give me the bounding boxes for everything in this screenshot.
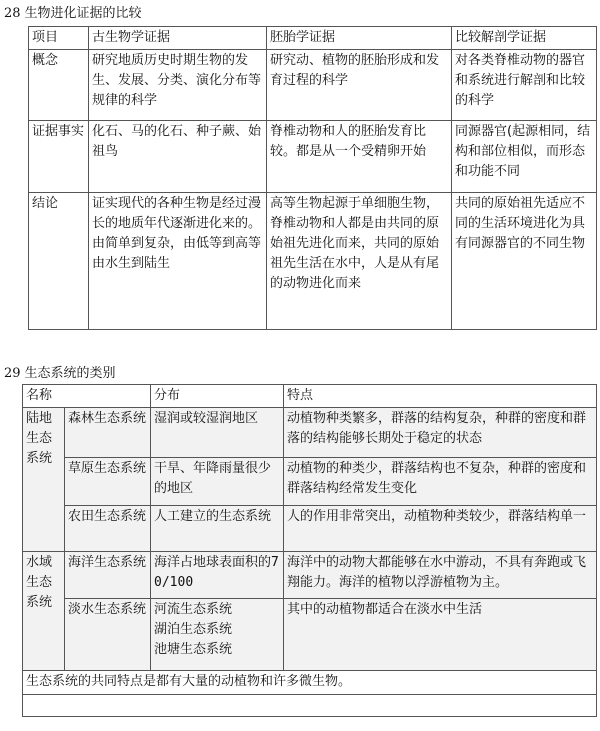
distribution-text: 海洋占地球表面积的 <box>154 555 272 570</box>
header-cell: 项目 <box>29 27 89 50</box>
table-row <box>23 552 597 599</box>
section-number: 28 <box>4 6 21 21</box>
section-28-heading <box>4 6 142 22</box>
ecosystem-distribution: 人工建立的生态系统 <box>151 506 284 552</box>
ecosystem-feature: 其中的动植物都适合在淡水中生活 <box>284 599 597 671</box>
table-row <box>29 193 597 330</box>
header-cell: 分布 <box>151 385 284 408</box>
header-cell: 胚胎学证据 <box>267 27 452 50</box>
ecosystem-name: 森林生态系统 <box>65 408 151 458</box>
table-cell: 研究地质历史时期生物的发生、发展、分类、演化分布等规律的科学 <box>89 50 267 121</box>
table-cell: 化石、马的化石、种子蕨、始祖鸟 <box>89 121 267 193</box>
ecosystem-distribution <box>151 599 284 671</box>
table-row <box>23 599 597 671</box>
ecosystem-feature: 动植物种类繁多，群落的结构复杂，种群的密度和群落的结构能够长期处于稳定的状态 <box>284 408 597 458</box>
evolution-evidence-table <box>28 26 597 330</box>
table-cell: 证实现代的各种生物是经过漫长的地质年代逐渐进化来的。由简单到复杂，由低等到高等由水生到陆生 <box>89 193 267 330</box>
table-cell: 脊椎动物和人的胚胎发育比较。都是从一个受精卵开始 <box>267 121 452 193</box>
ecosystem-name: 海洋生态系统 <box>65 552 151 599</box>
distribution-value: 70/100 <box>154 555 279 590</box>
section-title: 生物进化证据的比较 <box>24 6 142 21</box>
ecosystem-name: 草原生态系统 <box>65 458 151 506</box>
row-label: 结论 <box>29 193 89 330</box>
ecosystem-types-table <box>22 384 597 717</box>
table-row <box>29 121 597 193</box>
empty-cell <box>23 695 597 717</box>
section-number: 29 <box>4 366 21 381</box>
group-label: 水域生态系统 <box>23 552 65 671</box>
header-cell: 比较解剖学证据 <box>452 27 597 50</box>
footer-note: 生态系统的共同特点是都有大量的动植物和许多微生物。 <box>23 671 597 695</box>
table-cell: 研究动、植物的胚胎形成和发育过程的科学 <box>267 50 452 121</box>
header-cell: 名称 <box>23 385 151 408</box>
table-cell: 对各类脊椎动物的器官和系统进行解剖和比较的科学 <box>452 50 597 121</box>
ecosystem-distribution <box>151 552 284 599</box>
ecosystem-distribution: 湿润或较湿润地区 <box>151 408 284 458</box>
ecosystem-distribution: 干旱、年降雨量很少的地区 <box>151 458 284 506</box>
ecosystem-name: 农田生态系统 <box>65 506 151 552</box>
empty-row <box>23 695 597 717</box>
table-cell: 高等生物起源于单细胞生物，脊椎动物和人都是由共同的原始祖先进化而来，共同的原始祖先生活在水中，人是从有尾的动物进化而来 <box>267 193 452 330</box>
table-header-row <box>23 385 597 408</box>
header-cell: 特点 <box>284 385 597 408</box>
distribution-line: 湖泊生态系统 <box>154 622 233 637</box>
table-row <box>23 506 597 552</box>
table-cell: 同源器官(起源相同，结构和部位相似，而形态和功能不同 <box>452 121 597 193</box>
section-29-heading <box>4 366 116 382</box>
header-cell: 古生物学证据 <box>89 27 267 50</box>
table-footer-row <box>23 671 597 695</box>
group-label: 陆地生态系统 <box>23 408 65 552</box>
section-title: 生态系统的类别 <box>24 366 116 381</box>
table-header-row <box>29 27 597 50</box>
ecosystem-feature: 人的作用非常突出，动植物种类较少，群落结构单一 <box>284 506 597 552</box>
distribution-line: 池塘生态系统 <box>154 642 233 657</box>
row-label: 概念 <box>29 50 89 121</box>
table-row <box>29 50 597 121</box>
ecosystem-feature: 海洋中的动物大都能够在水中游动，不具有奔跑或飞翔能力。海洋的植物以浮游植物为主。 <box>284 552 597 599</box>
ecosystem-feature: 动植物的种类少，群落结构也不复杂，种群的密度和群落结构经常发生变化 <box>284 458 597 506</box>
table-row <box>23 458 597 506</box>
table-row <box>23 408 597 458</box>
row-label: 证据事实 <box>29 121 89 193</box>
table-cell: 共同的原始祖先适应不同的生活环境进化为具有同源器官的不同生物 <box>452 193 597 330</box>
distribution-line: 河流生态系统 <box>154 602 233 617</box>
ecosystem-name: 淡水生态系统 <box>65 599 151 671</box>
